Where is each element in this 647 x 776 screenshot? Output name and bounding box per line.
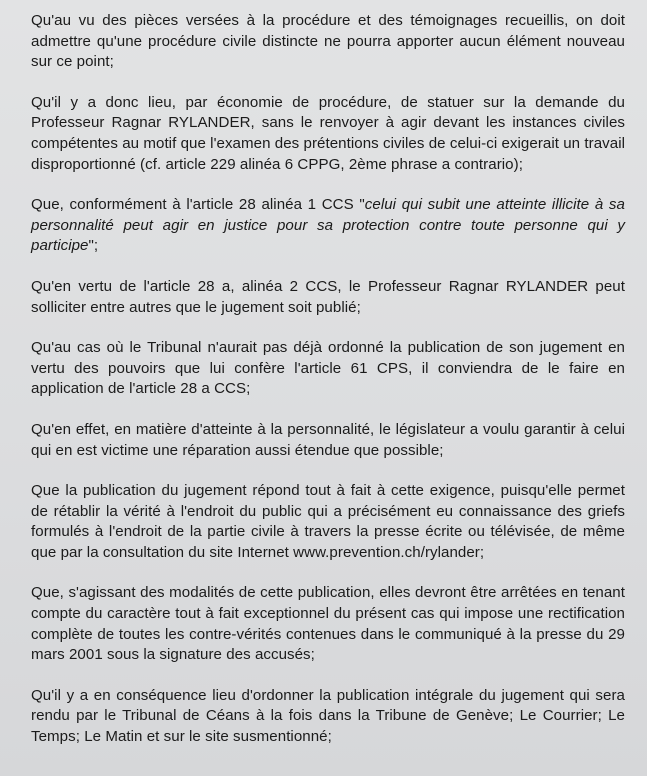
paragraph-6: Qu'en effet, en matière d'atteinte à la personnalité, le législateur a voulu garantir à celui qui en est victime une réparation aussi étendue que possible; [31,420,625,459]
paragraph-4: Qu'en vertu de l'article 28 a, alinéa 2 CCS, le Professeur Ragnar RYLANDER peut solliciter entre autres que le jugement soit publié; [31,277,625,316]
paragraph-3-lead: Que, conformément à l'article 28 alinéa 1 CCS " [31,196,365,214]
paragraph-3-quote: celui qui subit une atteinte illicite à sa personnalité peut agir en justice pour sa protection contre toute personne qui y participe [31,196,625,255]
paragraph-7: Que la publication du jugement répond tout à fait à cette exigence, puisqu'elle permet de rétablir la vérité à l'endroit du public qui a précisément eu connaissance des griefs formulés à l'endroit de la partie civile à travers la presse écrite ou télévisée, de même que par la consultation du site Internet www.prevention.ch/rylander; [31,482,625,561]
paragraph-5: Qu'au cas où le Tribunal n'aurait pas déjà ordonné la publication de son jugement en vertu des pouvoirs que lui confère l'article 61 CPS, il conviendra de le faire en application de l'article 28 a CCS; [31,339,625,398]
paragraph-3-tail: "; [88,237,99,255]
paragraph-9: Qu'il y a en conséquence lieu d'ordonner la publication intégrale du jugement qui sera rendu par le Tribunal de Céans à la fois dans la Tribune de Genève; Le Courrier; Le Temps; Le Matin et sur le site susmentionné; [31,686,625,746]
paragraph-1: Qu'au vu des pièces versées à la procédure et des témoignages recueillis, on doit admettre qu'une procédure civile distincte ne pourra apporter aucun élément nouveau sur ce point; [31,12,625,71]
paragraph-8: Que, s'agissant des modalités de cette publication, elles devront être arrêtées en tenant compte du caractère tout à fait exceptionnel du présent cas qui impose une rectification complète de toutes les contre-vérités contenues dans le communiqué à la presse du 29 mars 2001 sous la signature des accusés; [31,584,625,664]
paragraph-2: Qu'il y a donc lieu, par économie de procédure, de statuer sur la demande du Professeur Ragnar RYLANDER, sans le renvoyer à agir devant les instances civiles compétentes au motif que l'examen des prétentions civiles de celui-ci exigerait un travail disproportionné (cf. article 229 alinéa 6 CPPG, 2ème phrase a contrario); [31,93,625,173]
paragraph-3 [31,195,625,257]
